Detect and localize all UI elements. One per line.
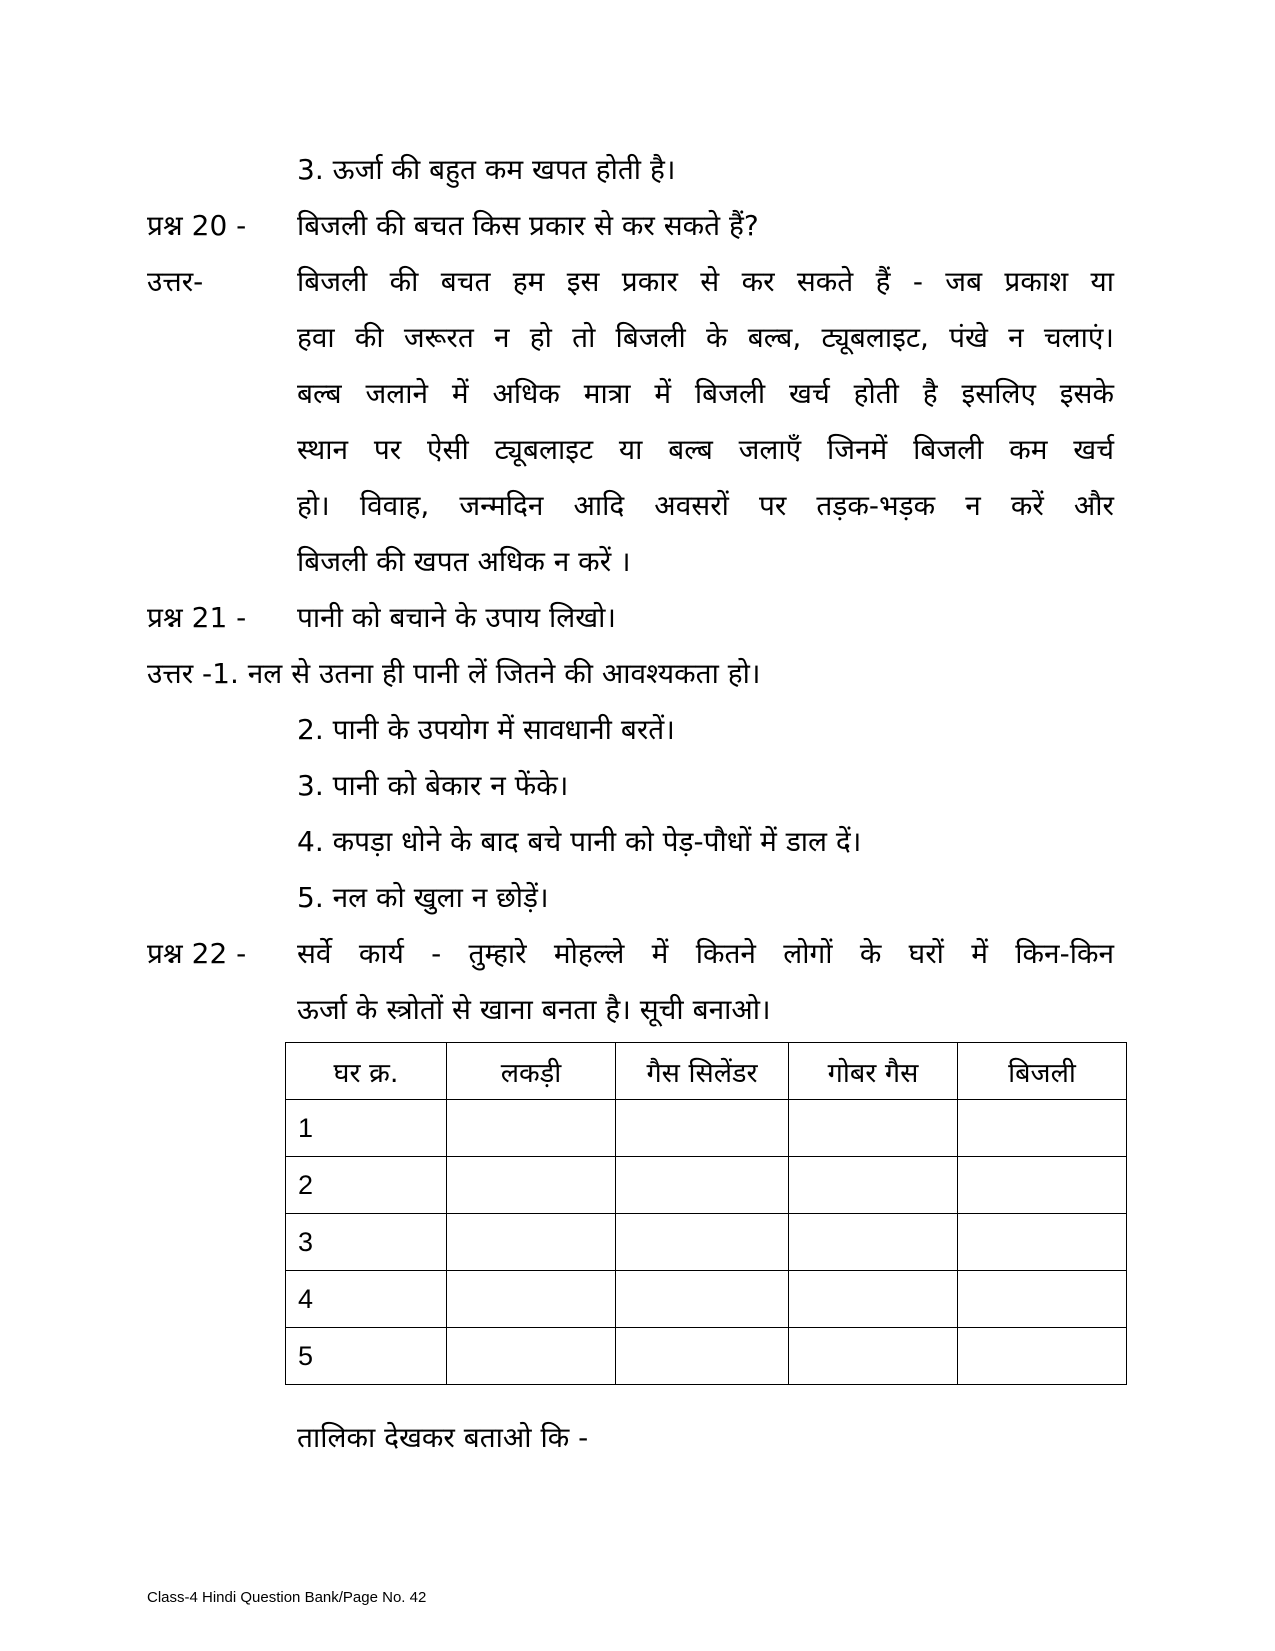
- table-cell: [958, 1328, 1127, 1385]
- answer-21-point-5: 5. नल को खुला न छोड़ें।: [297, 881, 549, 914]
- answer-19-point-3: 3. ऊर्जा की बहुत कम खपत होती है।: [297, 153, 676, 186]
- answer-20-line-2: हवा की जरूरत न हो तो बिजली के बल्ब, ट्यूबलाइट, पंखे न चलाएं।: [297, 321, 1114, 354]
- table-row: [286, 1100, 1127, 1157]
- answer-21-point-4: 4. कपड़ा धोने के बाद बचे पानी को पेड़-पौधों में डाल दें।: [297, 825, 862, 858]
- header-house-number: घर क्र.: [286, 1043, 447, 1100]
- table-cell: [447, 1214, 616, 1271]
- question-22-line-2: ऊर्जा के स्त्रोतों से खाना बनता है। सूची बनाओ।: [297, 993, 771, 1026]
- question-21-text: पानी को बचाने के उपाय लिखो।: [297, 601, 617, 634]
- answer-20-line-6: बिजली की खपत अधिक न करें ।: [297, 545, 631, 578]
- question-20-text: बिजली की बचत किस प्रकार से कर सकते हैं?: [297, 209, 759, 242]
- table-cell: [789, 1100, 958, 1157]
- answer-20-line-5: हो। विवाह, जन्मदिन आदि अवसरों पर तड़क-भड़क न करें और: [297, 489, 1114, 522]
- table-row: [286, 1328, 1127, 1385]
- row-number: 5: [286, 1328, 447, 1385]
- table-cell: [789, 1157, 958, 1214]
- header-wood: लकड़ी: [447, 1043, 616, 1100]
- header-gobar-gas: गोबर गैस: [789, 1043, 958, 1100]
- table-cell: [789, 1328, 958, 1385]
- answer-20-label: उत्तर-: [147, 265, 204, 298]
- table-cell: [958, 1214, 1127, 1271]
- table-row: [286, 1271, 1127, 1328]
- table-cell: [958, 1100, 1127, 1157]
- table-cell: [447, 1157, 616, 1214]
- table-cell: [616, 1328, 789, 1385]
- question-22-label: प्रश्न 22 -: [147, 937, 247, 970]
- header-electricity: बिजली: [958, 1043, 1127, 1100]
- survey-table: [285, 1042, 1127, 1385]
- answer-20-line-1: बिजली की बचत हम इस प्रकार से कर सकते हैं - जब प्रकाश या: [297, 265, 1114, 298]
- table-cell: [616, 1100, 789, 1157]
- answer-21-point-3: 3. पानी को बेकार न फेंके।: [297, 769, 569, 802]
- row-number: 3: [286, 1214, 447, 1271]
- answer-21-point-1: उत्तर -1. नल से उतना ही पानी लें जितने की आवश्यकता हो।: [147, 657, 761, 690]
- question-20-label: प्रश्न 20 -: [147, 209, 247, 242]
- question-22-line-1: सर्वे कार्य - तुम्हारे मोहल्ले में कितने लोगों के घरों में किन-किन: [297, 937, 1114, 970]
- table-cell: [447, 1328, 616, 1385]
- row-number: 1: [286, 1100, 447, 1157]
- row-number: 4: [286, 1271, 447, 1328]
- page-footer: Class-4 Hindi Question Bank/Page No. 42: [147, 1589, 427, 1606]
- table-row: [286, 1214, 1127, 1271]
- table-cell: [958, 1271, 1127, 1328]
- table-cell: [616, 1271, 789, 1328]
- after-table-prompt: तालिका देखकर बताओ कि -: [297, 1421, 589, 1454]
- header-gas-cylinder: गैस सिलेंडर: [616, 1043, 789, 1100]
- table-cell: [447, 1271, 616, 1328]
- row-number: 2: [286, 1157, 447, 1214]
- answer-21-point-2: 2. पानी के उपयोग में सावधानी बरतें।: [297, 713, 675, 746]
- table-cell: [789, 1271, 958, 1328]
- table-row: [286, 1157, 1127, 1214]
- table-header-row: [286, 1043, 1127, 1100]
- answer-20-line-3: बल्ब जलाने में अधिक मात्रा में बिजली खर्च होती है इसलिए इसके: [297, 377, 1114, 410]
- table-cell: [789, 1214, 958, 1271]
- question-21-label: प्रश्न 21 -: [147, 601, 247, 634]
- table-cell: [616, 1214, 789, 1271]
- table-cell: [958, 1157, 1127, 1214]
- table-cell: [616, 1157, 789, 1214]
- answer-20-line-4: स्थान पर ऐसी ट्यूबलाइट या बल्ब जलाएँ जिनमें बिजली कम खर्च: [297, 433, 1114, 466]
- table-cell: [447, 1100, 616, 1157]
